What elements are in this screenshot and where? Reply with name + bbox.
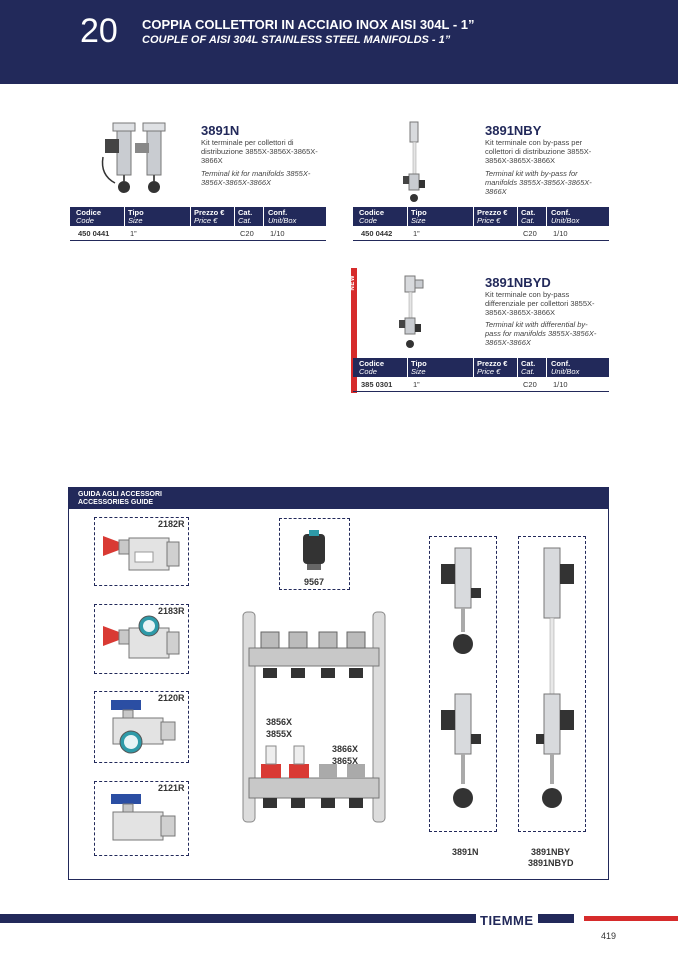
product-code: 3891NBY: [485, 123, 542, 138]
product-description-it: Kit terminale con by-pass per collettori di distribuzione 3855X-3856X-3865X-3866X: [485, 138, 592, 165]
product-description-en: Terminal kit with by-pass for manifolds 3855X-3856X-3865X-3866X: [485, 169, 592, 196]
product-code: 3891N: [201, 123, 240, 138]
product-image-3891nbyd: [393, 270, 433, 354]
product-description-it: Kit terminale con by-pass differenziale per collettori 3855X-3856X-3865X-3866X: [485, 290, 595, 317]
guide-header: [69, 488, 608, 509]
footer-accent: [584, 916, 678, 921]
accessory-label: 2120R: [158, 693, 185, 703]
th-box: Conf. Unit/Box: [268, 208, 297, 225]
kit-image-3891n: [437, 544, 489, 826]
kit-label: 3891N: [452, 847, 479, 857]
th-cat: Cat. Cat.: [521, 208, 536, 225]
page-number: 419: [601, 931, 617, 941]
valve-gauge-image: [101, 614, 183, 670]
product-table-3891nbyd: [353, 358, 609, 392]
th-box: Conf. Unit/Box: [551, 208, 580, 225]
manifold-label: 3856X: [266, 717, 293, 727]
page-title-en: COUPLE OF AISI 304L STAINLESS STEEL MANIFOLDS - 1”: [142, 34, 451, 46]
ball-valve-gauge-image: [101, 698, 183, 760]
actuator-image: [299, 530, 329, 572]
new-badge-label: NEW: [350, 275, 356, 291]
guide-title-en: ACCESSORIES GUIDE: [78, 499, 154, 506]
guide-title-it: GUIDA AGLI ACCESSORI: [78, 491, 163, 498]
th-price: Prezzo € Price €: [477, 359, 508, 376]
manifold-label: 3866X: [332, 744, 359, 754]
th-size: Tipo Size: [411, 208, 427, 225]
page-header: [0, 0, 678, 84]
table-row: 450 0441 1” C20 1/10: [70, 226, 326, 241]
th-price: Prezzo € Price €: [194, 208, 225, 225]
th-code: Codice Code: [359, 359, 385, 376]
product-code: 3891NBYD: [485, 275, 551, 290]
kit-label: 3891NBY: [531, 847, 571, 857]
product-description-en: Terminal kit with differential by-pass for manifolds 3855X-3856X-3865X-3866X: [485, 320, 597, 347]
kit-label: 3891NBYD: [528, 858, 574, 868]
accessories-guide: [68, 487, 609, 880]
th-size: Tipo Size: [128, 208, 144, 225]
th-cat: Cat. Cat.: [238, 208, 253, 225]
table-header: [353, 207, 609, 226]
accessory-label: 2183R: [158, 606, 185, 616]
product-image-3891n: [95, 115, 195, 205]
th-box: Conf. Unit/Box: [551, 359, 580, 376]
product-description-en: Terminal kit for manifolds 3855X-3856X-3865X-3866X: [201, 169, 311, 187]
manifold-label: 3865X: [332, 756, 359, 766]
brand-logo: TIEMME: [476, 913, 538, 928]
accessory-label: 9567: [304, 577, 325, 587]
th-code: Codice Code: [359, 208, 385, 225]
th-price: Prezzo € Price €: [477, 208, 508, 225]
th-code: Codice Code: [76, 208, 102, 225]
manifold-image: [239, 608, 389, 828]
table-header: [353, 358, 609, 377]
th-cat: Cat. Cat.: [521, 359, 536, 376]
product-description-it: Kit terminale per collettori di distribuzione 3855X-3856X-3865X-3866X: [201, 138, 318, 165]
product-table-3891nby: [353, 207, 609, 241]
kit-image-3891nby: [526, 544, 578, 826]
chapter-number: 20: [80, 12, 118, 50]
th-size: Tipo Size: [411, 359, 427, 376]
valve-image: [101, 528, 183, 582]
page-title-it: COPPIA COLLETTORI IN ACCIAIO INOX AISI 304L - 1”: [142, 17, 475, 32]
ball-valve-image: [101, 792, 183, 850]
accessory-label: 2182R: [158, 519, 185, 529]
manifold-label: 3855X: [266, 729, 293, 739]
product-image-3891nby: [395, 118, 435, 206]
table-row: 450 0442 1” C20 1/10: [353, 226, 609, 241]
table-header: [70, 207, 326, 226]
product-table-3891n: [70, 207, 326, 241]
accessory-label: 2121R: [158, 783, 185, 793]
table-row: 385 0301 1” C20 1/10: [353, 377, 609, 392]
